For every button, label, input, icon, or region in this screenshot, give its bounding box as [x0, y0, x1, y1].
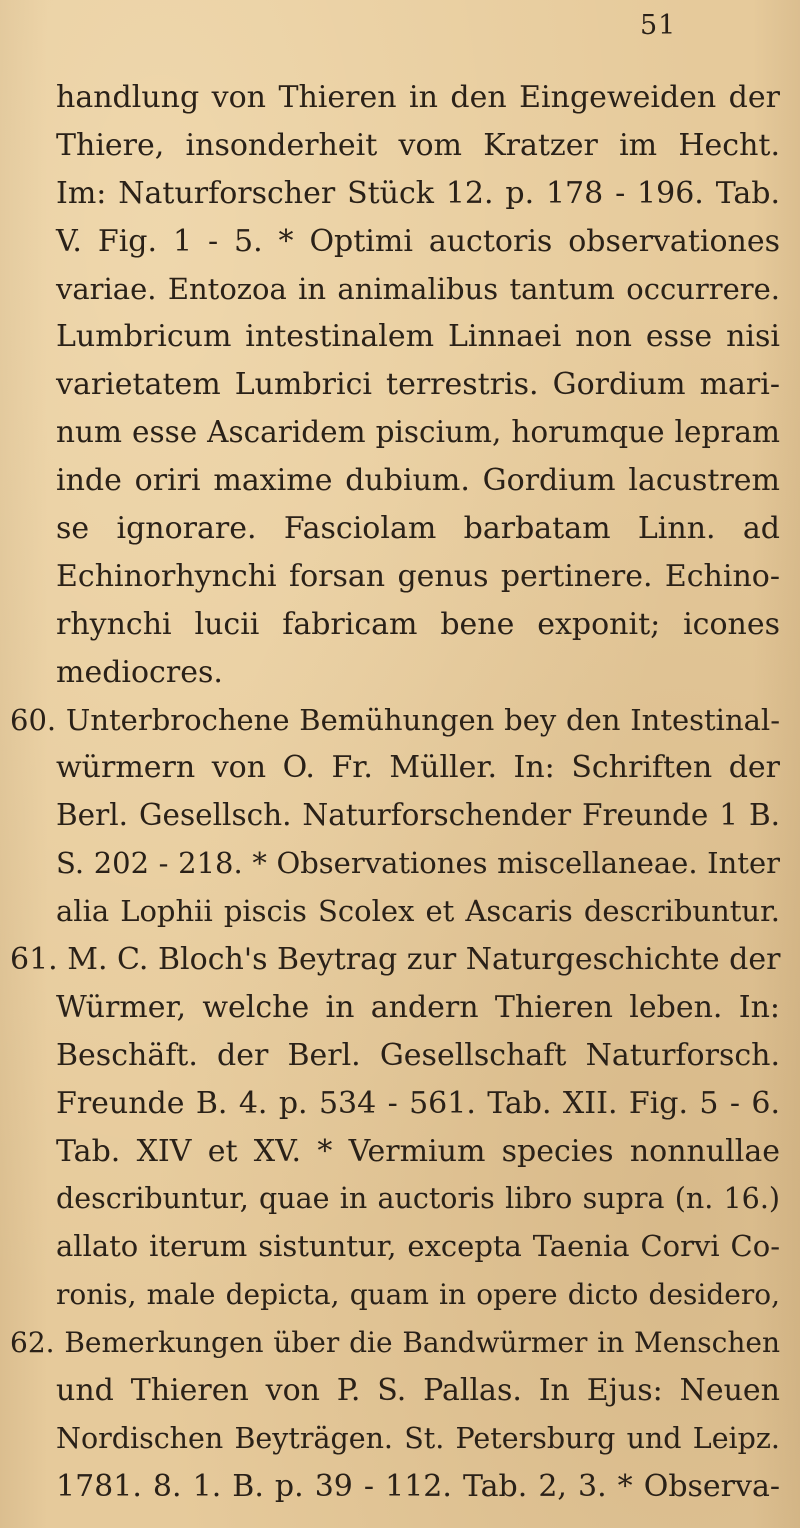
- text-line: würmern von O. Fr. Müller. In: Schriften der: [56, 750, 780, 786]
- text-line: handlung von Thieren in den Eingeweiden der: [56, 80, 780, 115]
- text-line: und Thieren von P. S. Pallas. In Ejus: Neuen: [56, 1373, 780, 1409]
- text-line: Im: Naturforscher Stück 12. p. 178 - 196. Tab.: [56, 175, 780, 211]
- text-line: Nordischen Beyträgen. St. Petersburg und Leipz.: [56, 1421, 780, 1455]
- text-line: Freunde B. 4. p. 534 - 561. Tab. XII. Fig. 5 - 6.: [56, 1085, 780, 1121]
- text-line: Würmer, welche in andern Thieren leben. In:: [56, 989, 780, 1025]
- text-line: Berl. Gesellsch. Naturforschender Freunde 1 B.: [56, 798, 780, 833]
- text-line: S. 202 - 218. * Observationes miscellaneae. Inter: [56, 846, 780, 881]
- text-line: rhynchi lucii fabricam bene exponit; icones: [56, 606, 780, 642]
- bibliography-text: [0, 74, 800, 1511]
- text-line: V. Fig. 1 - 5. * Optimi auctoris observationes: [56, 223, 780, 259]
- text-line: alia Lophii piscis Scolex et Ascaris describuntur.: [56, 894, 780, 929]
- text-line: inde oriri maxime dubium. Gordium lacustrem: [56, 463, 780, 499]
- text-line: Thiere, insonderheit vom Kratzer im Hecht.: [56, 127, 780, 163]
- text-line: se ignorare. Fasciolam barbatam Linn. ad: [56, 511, 780, 547]
- text-line: describuntur, quae in auctoris libro supra (n. 16.): [56, 1182, 780, 1216]
- page-number: 51: [640, 10, 677, 41]
- text-line: variae. Entozoa in animalibus tantum occurrere.: [56, 271, 780, 306]
- text-line: Tab. XIV et XV. * Vermium species nonnullae: [56, 1133, 780, 1169]
- entry-heading-line: 61. M. C. Bloch's Beytrag zur Naturgeschichte der: [10, 942, 781, 978]
- text-line: varietatem Lumbrici terrestris. Gordium mari-: [56, 367, 780, 403]
- text-line: Lumbricum intestinalem Linnaei non esse nisi: [56, 319, 780, 355]
- text-line: num esse Ascaridem piscium, horumque lepram: [56, 415, 780, 450]
- text-line: Echinorhynchi forsan genus pertinere. Echino-: [56, 558, 780, 594]
- text-line: 1781. 8. 1. B. p. 39 - 112. Tab. 2, 3. * Observa-: [56, 1468, 780, 1504]
- text-line: Beschäft. der Berl. Gesellschaft Naturforsch.: [56, 1037, 780, 1073]
- text-line: allato iterum sistuntur, excepta Taenia Corvi Co-: [56, 1229, 780, 1264]
- text-line: mediocres.: [56, 654, 223, 690]
- text-line: ronis, male depicta, quam in opere dicto desidero,: [56, 1278, 780, 1312]
- entry-heading-line: 60. Unterbrochene Bemühungen bey den Intestinal-: [10, 702, 780, 737]
- entry-heading-line: 62. Bemerkungen über die Bandwürmer in Menschen: [10, 1326, 780, 1360]
